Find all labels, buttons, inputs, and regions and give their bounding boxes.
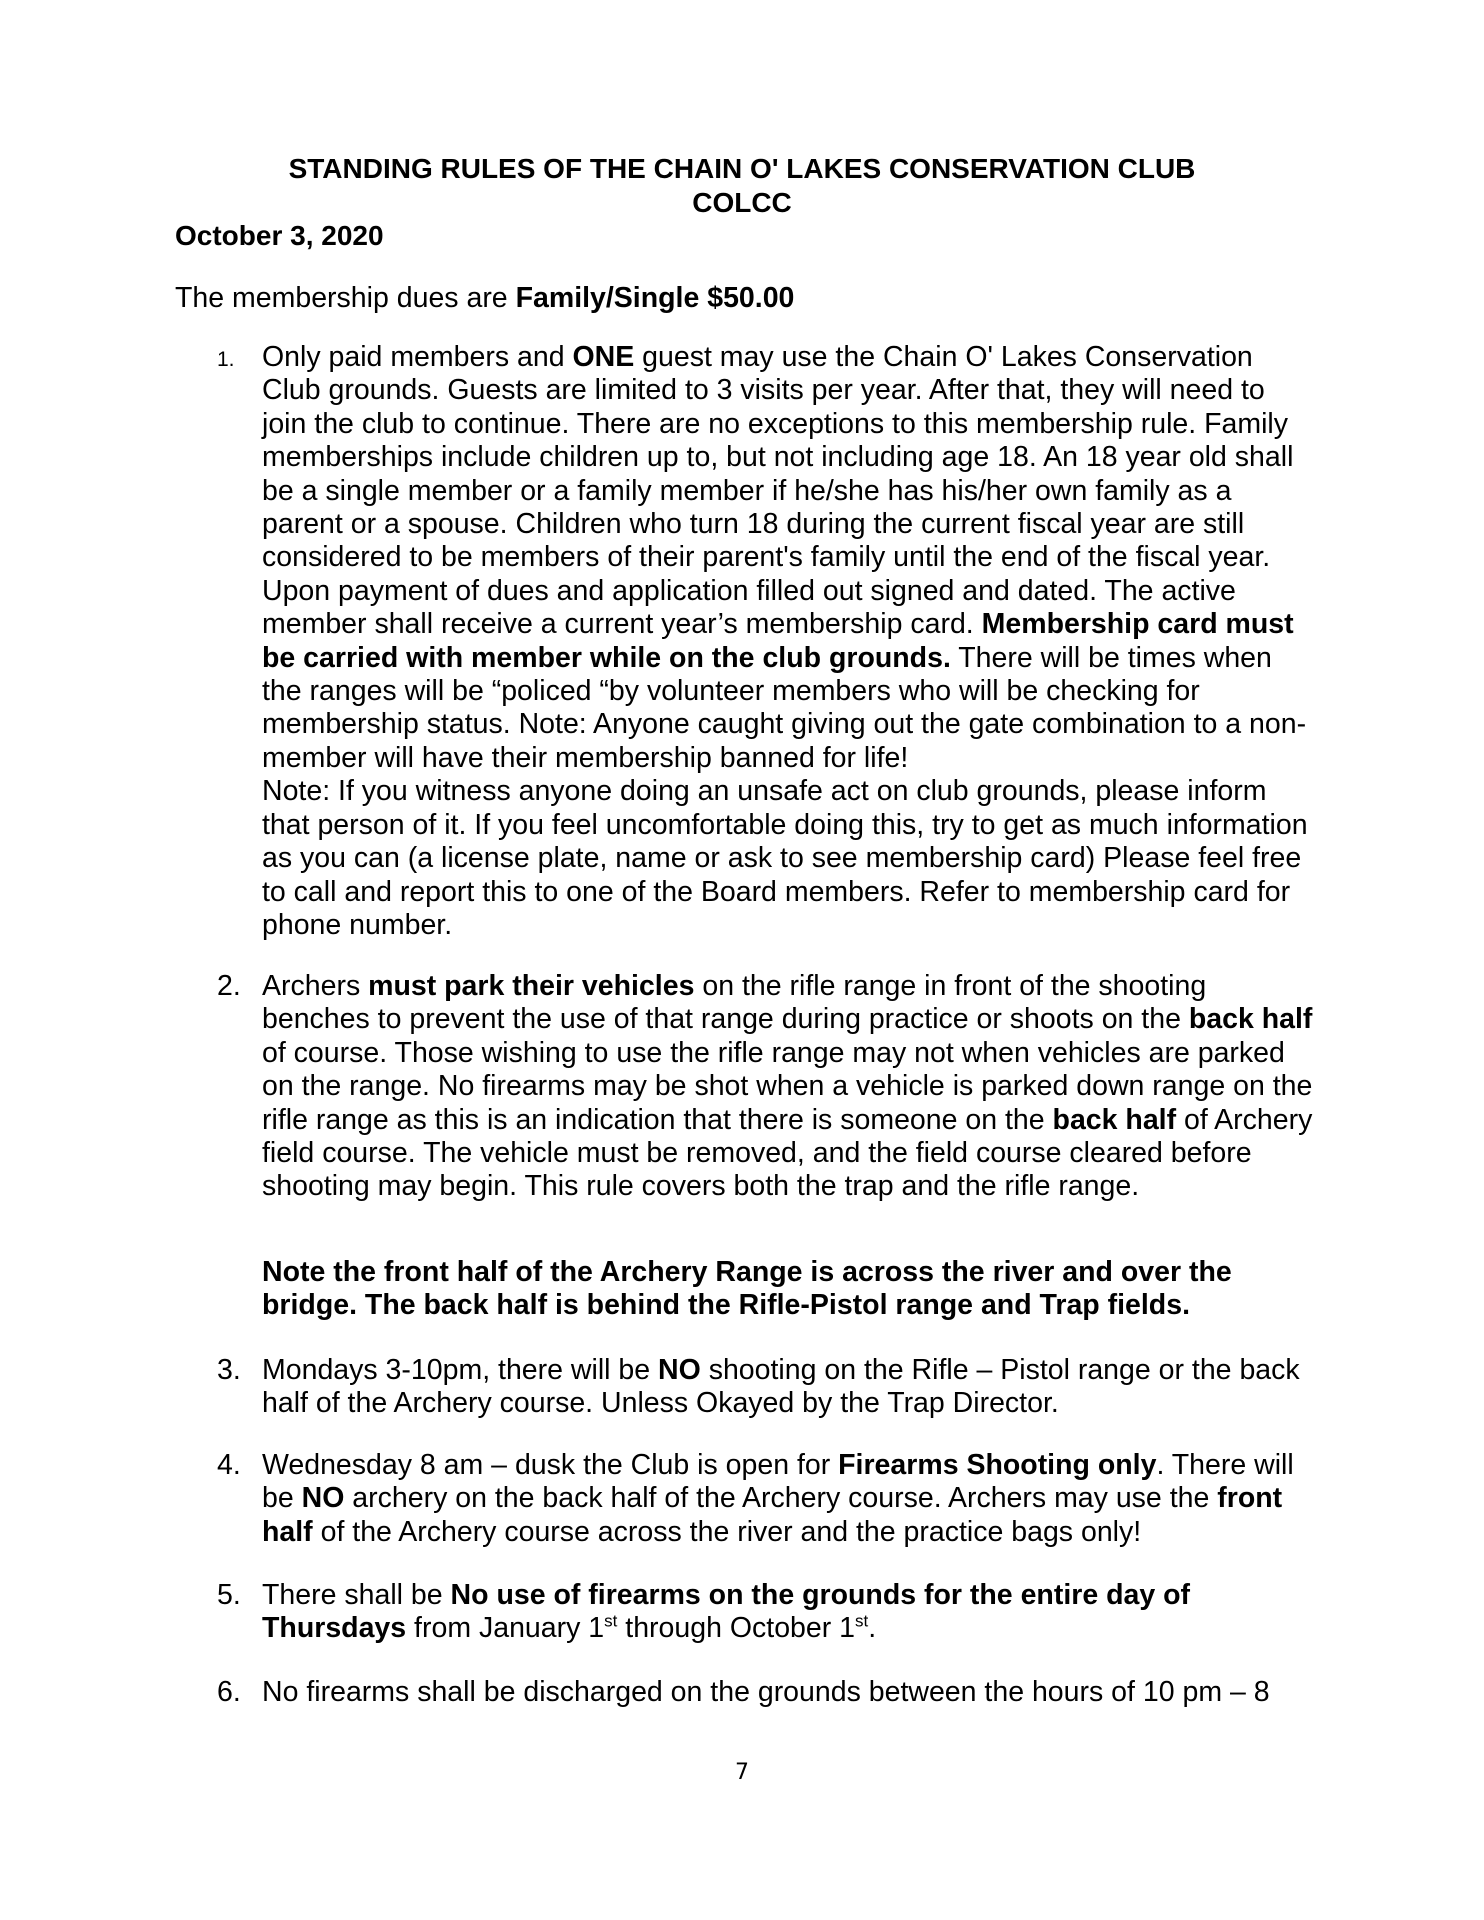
rule-text-segment: of the Archery course across the river and the practice bags only! [312,1515,1142,1548]
rule-text-segment: There shall be [262,1579,451,1611]
rule-number: 2. [217,970,241,1002]
document-title: STANDING RULES OF THE CHAIN O' LAKES CONSERVATION CLUB [288,153,1196,184]
rule-text [262,1579,1317,1646]
archery-range-note: Note the front half of the Archery Range is across the river and over the bridge. The back half is behind the Rifle-Pistol range and Trap fields. [262,1256,1232,1322]
rule-text-bold: back half [1188,1003,1313,1036]
rule-text [262,1354,1317,1421]
rule-text [262,1676,1317,1709]
rule-text [262,341,1317,942]
rule-text-superscript: st [604,1611,618,1631]
rule-text-segment: Archers [262,970,369,1002]
dues-amount: Family/Single $50.00 [515,282,795,314]
rule-text-segment: Only paid members and [262,341,573,373]
membership-dues [175,280,794,316]
rule-text-segment: Wednesday 8 am – dusk the Club is open for [262,1449,839,1481]
rule-text-bold: back half [1052,1103,1177,1136]
rule-text [262,1449,1317,1549]
rule-text-segment: guest may use the Chain O' Lakes Conservation Club grounds. Guests are limited to 3 visits per year. After that, they will need to join the club to continue. There are no exceptions to this membership rule. Family memberships include children up to, but not including age 18. An 18 year old shall be a single member or a family member if he/she has his/her own family as a parent or a spouse. Children who turn 18 during the current fiscal year are still considered to be members of their parent's family until the end of the fiscal year. Upon payment of dues and application filled out signed and dated. The active member shall receive a current year’s membership card. [262,341,1294,641]
rule-text-segment: There will be times when the ranges will be “policed “by volunteer members who will be checking for membership status. Note: Anyone caught giving out the gate combination to a non-member will have their membership banned for life! [262,641,1307,774]
rule-text-segment: No firearms shall be discharged on the grounds between the hours of 10 pm – 8 [262,1676,1270,1708]
rule-number: 3. [217,1354,241,1386]
dues-prefix: The membership dues are [175,282,516,314]
rule-text-segment: shooting on the Rifle – Pistol range or the back half of the Archery course. Unless Okayed by the Trap Director. [262,1354,1300,1420]
rule-text-segment: . There will be [262,1449,1294,1515]
rule-text-bold: Membership card must be carried with member while on the club grounds. [262,608,1294,674]
rule-text-bold: NO [301,1482,345,1515]
rule-text-segment: on the rifle range in front of the shooting benches to prevent the use of that range during practice or shoots on the [262,970,1207,1036]
document-subtitle: COLCC [692,187,792,218]
rule-text-bold: must park their vehicles [368,970,695,1002]
rule-number: 6. [217,1676,241,1708]
rule-text-bold: No use of firearms on the grounds for the entire day of Thursdays [262,1579,1191,1645]
rule-text-bold: Firearms Shooting only [838,1449,1157,1481]
rule-text-segment: archery on the back half of the Archery course. Archers may use the [344,1482,1218,1515]
rule-text-segment: . [868,1612,877,1645]
rule-number: 1. [217,348,235,371]
rule-text-bold: NO [658,1354,701,1386]
page-number: 7 [735,1760,749,1785]
rule-text-bold: front half [262,1482,1283,1548]
rule-text-segment: of Archery field course. The vehicle must be removed, and the field course cleared before shooting may begin. This rule covers both the trap and the rifle range. [262,1103,1313,1203]
rule-number: 4. [217,1449,241,1481]
rule-text-segment: of course. Those wishing to use the rifle range may not when vehicles are parked on the range. No firearms may be shot when a vehicle is parked down range on the rifle range as this is an indication that there is someone on the [262,1036,1313,1136]
rule-text-superscript: st [855,1611,869,1631]
rule-text-bold: ONE [572,341,635,373]
document-date: October 3, 2020 [175,220,384,251]
rule-text-segment: Note: If you witness anyone doing an unsafe act on club grounds, please inform that person of it. If you feel uncomfortable doing this, try to get as much information as you can (a license plate, name or ask to see membership card) Please feel free to call and report this to one of the Board members. Refer to membership card for phone number. [262,775,1308,941]
rule-text-segment: through October 1 [617,1612,856,1645]
rule-text-segment: Mondays 3-10pm, there will be [262,1354,659,1386]
rule-number: 5. [217,1579,241,1611]
rule-text-segment: from January 1 [406,1612,605,1645]
rule-text [262,970,1317,1204]
